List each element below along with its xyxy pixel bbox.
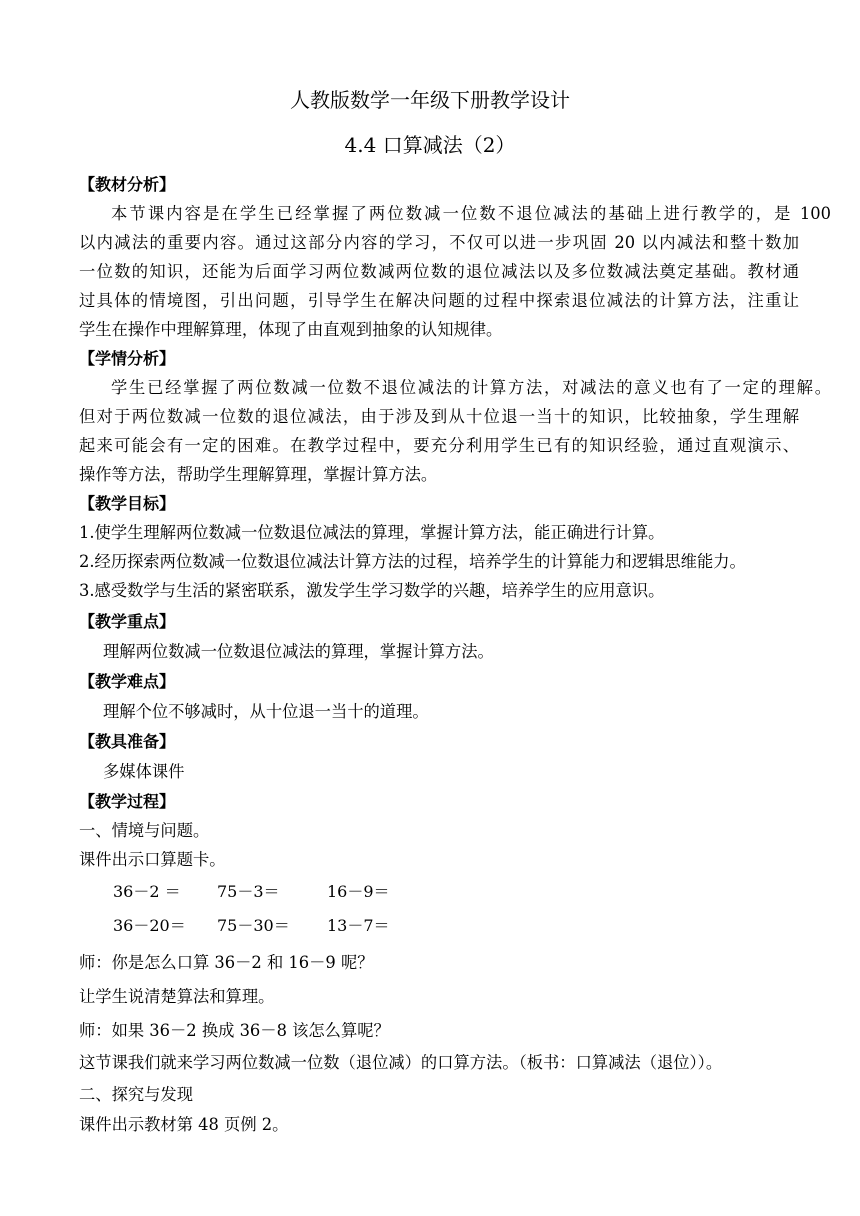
material-line-5: 学生在操作中理解算理，体现了由直观到抽象的认知规律。 xyxy=(79,320,503,339)
material-line-4: 过具体的情境图，引出问题，引导学生在解决问题的过程中探索退位减法的计算方法，注重让 xyxy=(79,291,799,310)
section-heading-goals: 【教学目标】 xyxy=(79,494,176,513)
section-heading-students: 【学情分析】 xyxy=(79,349,176,368)
equation-row-1 xyxy=(113,880,447,904)
equation: 36－20＝ xyxy=(113,916,186,935)
section-heading-tools: 【教具准备】 xyxy=(79,732,176,751)
equation-row-2 xyxy=(113,914,447,938)
material-line-1: 本节课内容是在学生已经掌握了两位数减一位数不退位减法的基础上进行教学的，是 100 xyxy=(111,204,831,223)
section-heading-key: 【教学重点】 xyxy=(79,612,176,631)
difficulty-text: 理解个位不够减时，从十位退一当十的道理。 xyxy=(103,702,429,721)
students-line-2: 但对于两位数减一位数的退位减法，由于涉及到从十位退一当十的知识，比较抽象，学生理解 xyxy=(79,407,799,426)
goal-item-1: 1.使学生理解两位数减一位数退位减法的算理，掌握计算方法，能正确进行计算。 xyxy=(79,523,665,542)
process-question-4: 这节课我们就来学习两位数减一位数（退位减）的口算方法。（板书：口算减法（退位））。 xyxy=(79,1053,723,1072)
process-part-1: 一、情境与问题。 xyxy=(79,821,210,840)
students-line-4: 操作等方法，帮助学生理解算理，掌握计算方法。 xyxy=(79,465,438,484)
goal-item-2: 2.经历探索两位数减一位数退位减法计算方法的过程，培养学生的计算能力和逻辑思维能力。 xyxy=(79,552,746,571)
key-text: 理解两位数减一位数退位减法的算理，掌握计算方法。 xyxy=(103,642,494,661)
process-question-1: 师：你是怎么口算 36－2 和 16－9 呢？ xyxy=(79,953,374,972)
material-line-3: 一位数的知识，还能为后面学习两位数减两位数的退位减法以及多位数减法奠定基础。教材通 xyxy=(79,262,799,281)
document-subtitle: 4.4 口算减法（2） xyxy=(344,133,516,157)
process-question-2: 让学生说清楚算法和算理。 xyxy=(79,987,275,1006)
document-title: 人教版数学一年级下册教学设计 xyxy=(290,88,570,112)
section-heading-process: 【教学过程】 xyxy=(79,792,176,811)
students-line-3: 起来可能会有一定的困难。在教学过程中，要充分利用学生已有的知识经验，通过直观演示、 xyxy=(79,436,799,455)
equation: 13－7＝ xyxy=(327,916,390,935)
equation: 75－3＝ xyxy=(217,882,280,901)
section-heading-material: 【教材分析】 xyxy=(79,175,176,194)
goal-item-3: 3.感受数学与生活的紧密联系，激发学生学习数学的兴趣，培养学生的应用意识。 xyxy=(79,581,665,600)
tools-text: 多媒体课件 xyxy=(103,762,185,781)
material-line-2: 以内减法的重要内容。通过这部分内容的学习，不仅可以进一步巩固 20 以内减法和整十数加 xyxy=(79,233,799,252)
students-line-1: 学生已经掌握了两位数减一位数不退位减法的计算方法，对减法的意义也有了一定的理解。 xyxy=(111,378,831,397)
process-show-cards: 课件出示口算题卡。 xyxy=(79,850,226,869)
process-part-2: 二、探究与发现 xyxy=(79,1085,193,1104)
section-heading-difficulty: 【教学难点】 xyxy=(79,672,176,691)
process-question-5: 课件出示教材第 48 页例 2。 xyxy=(79,1115,289,1134)
equation: 16－9＝ xyxy=(327,882,390,901)
equation: 36－2 ＝ xyxy=(113,882,181,901)
equation: 75－30＝ xyxy=(217,916,290,935)
process-question-3: 师：如果 36－2 换成 36－8 该怎么算呢？ xyxy=(79,1021,390,1040)
